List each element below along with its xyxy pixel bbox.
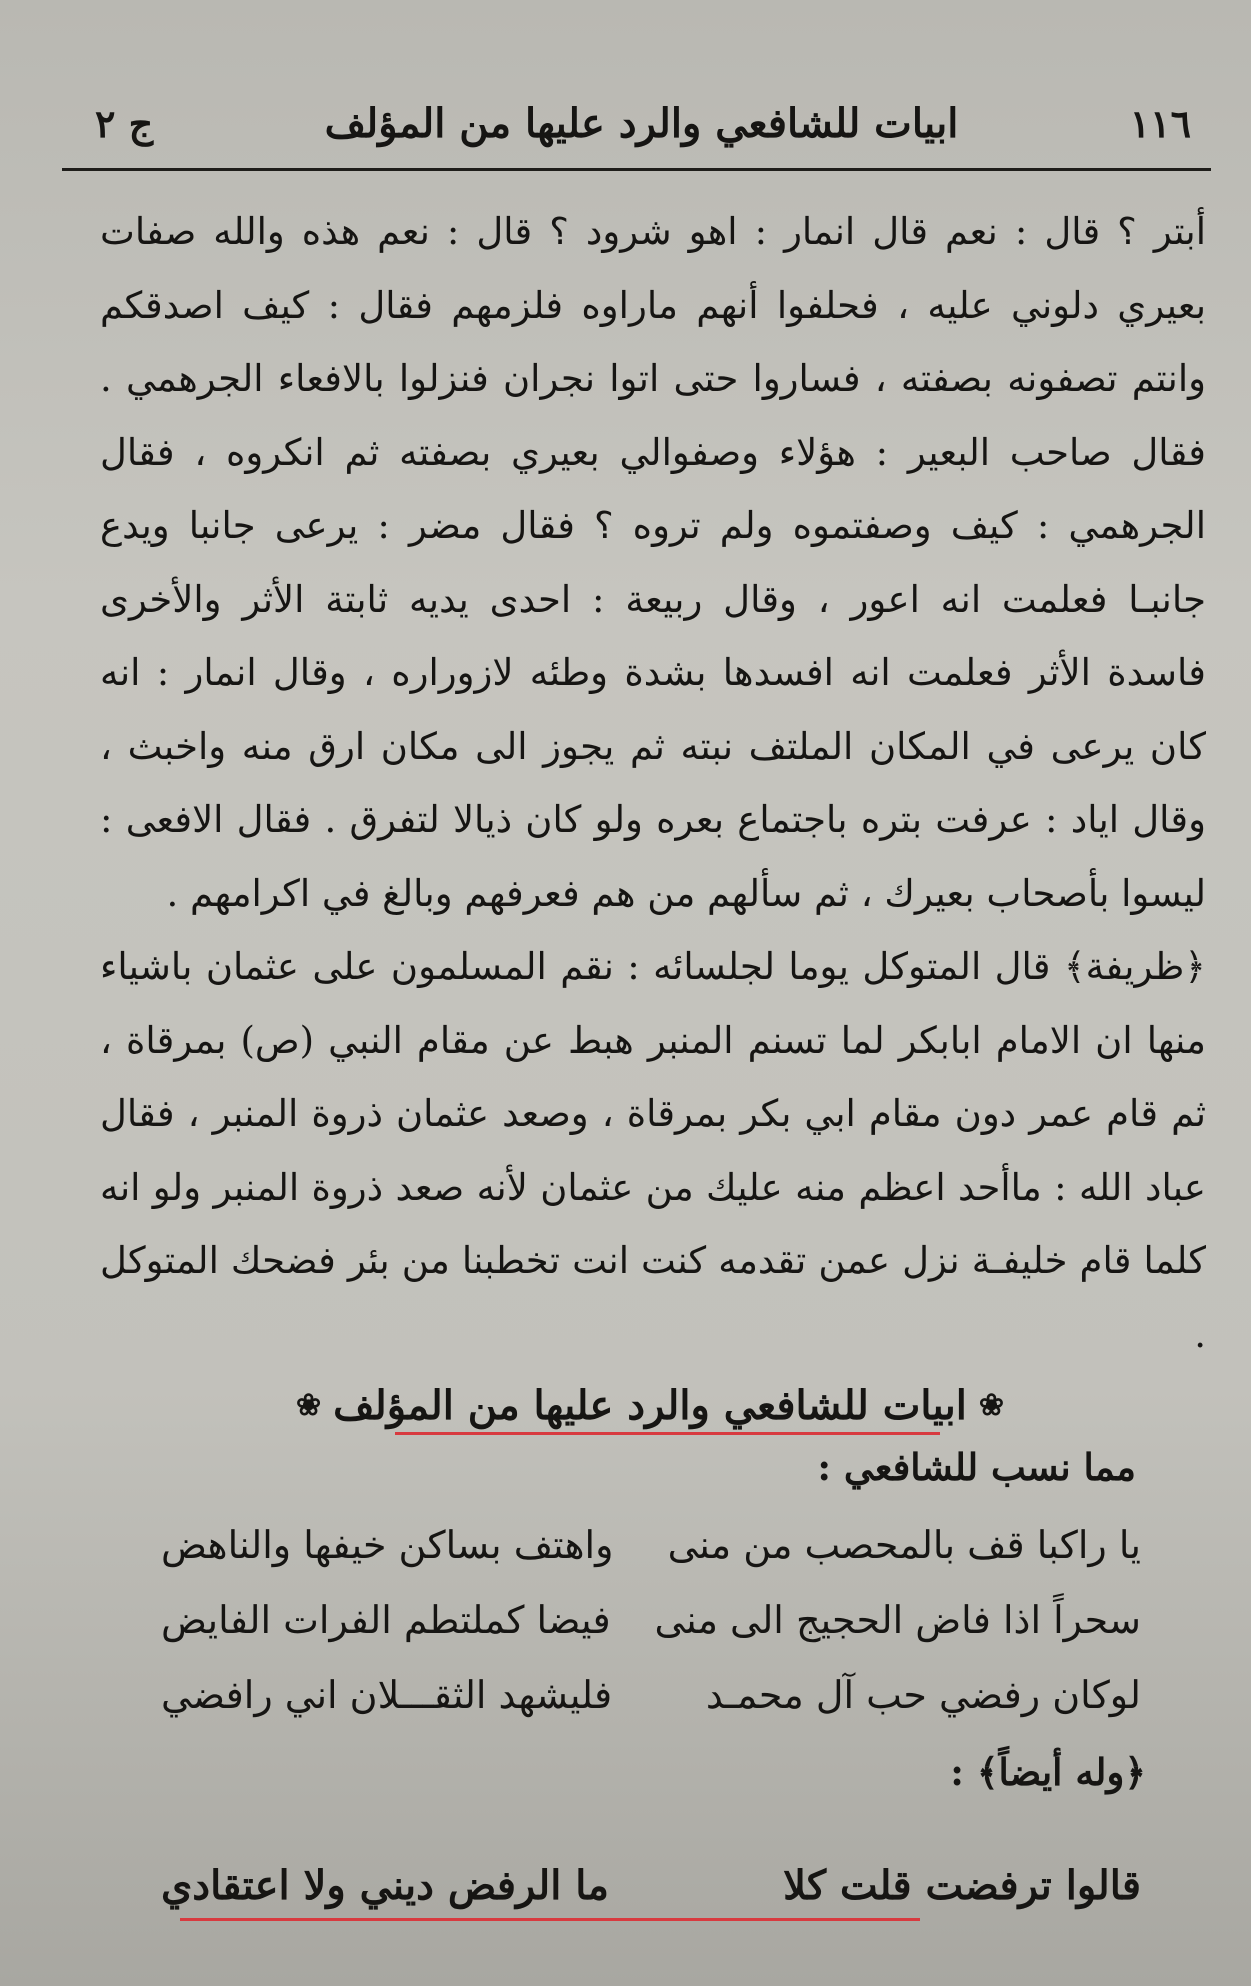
verse-4-second-hemistich: ما الرفض ديني ولا اعتقادي <box>161 1861 609 1909</box>
verse-2 <box>161 1585 1141 1655</box>
verse-3-first-hemistich: لوكان رفضي حب آل محمـد <box>705 1673 1141 1717</box>
ornament-right-icon: ❀ <box>978 1387 1004 1423</box>
section-heading-text: ابيات للشافعي والرد عليها من المؤلف <box>333 1381 967 1429</box>
body-text <box>100 195 1206 1371</box>
verse-3-second-hemistich: فليشهد الثقـــلان اني رافضي <box>161 1673 613 1717</box>
verse-3 <box>161 1660 1141 1730</box>
verse-1-first-hemistich: يا راكبا قف بالمحصب من منى <box>667 1523 1141 1567</box>
red-underline-verse <box>180 1918 920 1921</box>
paragraph-anecdote: ﴿ظريفة﴾ قال المتوكل يوما لجلسائه : نقم المسلمون على عثمان باشياء منها ان الامام ابابكر لما تسنم المنبر هبط عن مقام النبي (ص) بمرقاة ، ثم قام عمر دون مقام ابي بكر بمرقاة ، وصعد عثمان ذروة المنبر ، فقال عباد الله : ماأحد اعظم منه عليك من عثمان لأنه صعد ذروة المنبر ولو انه كلما قام خليفـة نزل عمن تقدمه كنت انت تخطبنا من بئر فضحك المتوكل . <box>100 945 1206 1356</box>
verse-1-second-hemistich: واهتف بساكن خيفها والناهض <box>161 1523 614 1567</box>
attribution-label: ﴿وله أيضاً﴾ : <box>950 1750 1146 1794</box>
verse-4-first-hemistich: قالوا ترفضت قلت كلا <box>783 1861 1141 1909</box>
verse-2-first-hemistich: سحراً اذا فاض الحجيج الى منى <box>654 1598 1141 1642</box>
header-rule <box>62 168 1211 171</box>
page-header <box>95 88 1191 158</box>
verse-1 <box>161 1510 1141 1580</box>
paragraph-story: أبتر ؟ قال : نعم قال انمار : اهو شرود ؟ قال : نعم هذه والله صفات بعيري دلوني عليه ، فحلفوا أنهم ماراوه فلزمهم فقال : كيف اصدقكم وانتم تصفونه بصفته ، فساروا حتى اتوا نجران فنزلوا بالافعاء الجرهمي . فقال صاحب البعير : هؤلاء وصفوالي بعيري بصفته ثم انكروه ، فقال الجرهمي : كيف وصفتموه ولم تروه ؟ فقال مضر : يرعى جانبا ويدع جانبـا فعلمت انه اعور ، وقال ربيعة : احدى يديه ثابتة الأثر والأخرى فاسدة الأثر فعلمت انه افسدها بشدة وطئه لازوراره ، وقال انمار : انه كان يرعى في المكان الملتف نبته ثم يجوز الى مكان ارق منه واخبث ، وقال اياد : عرفت بتره باجتماع بعره ولو كان ذيالا لتفرق . فقال الافعى : ليسوا بأصحاب بعيرك ، ثم سألهم من هم فعرفهم وبالغ في اكرامهم . <box>100 210 1206 915</box>
volume-marker: ج ٢ <box>95 100 154 146</box>
red-underline-heading <box>395 1432 940 1435</box>
page-number: ١١٦ <box>1129 100 1191 146</box>
section-heading <box>296 1370 1004 1440</box>
poem-intro: مما نسب للشافعي : <box>817 1445 1136 1489</box>
verse-2-second-hemistich: فيضا كملتطم الفرات الفايض <box>161 1598 611 1642</box>
running-title: ابيات للشافعي والرد عليها من المؤلف <box>324 99 959 147</box>
verse-4 <box>161 1845 1141 1925</box>
ornament-left-icon: ❀ <box>296 1387 322 1423</box>
